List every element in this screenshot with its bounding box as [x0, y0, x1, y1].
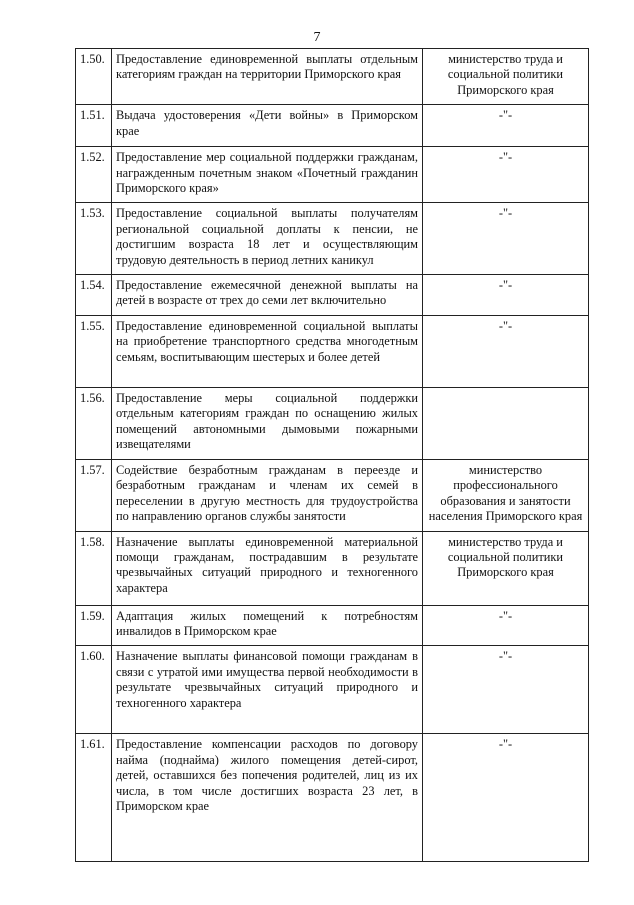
row-number: 1.54.	[76, 275, 112, 316]
row-number: 1.55.	[76, 315, 112, 387]
row-number: 1.58.	[76, 531, 112, 605]
responsible-ministry: -"-	[423, 646, 589, 734]
responsible-ministry: -"-	[423, 605, 589, 646]
responsible-ministry	[423, 387, 589, 459]
row-number: 1.57.	[76, 459, 112, 531]
service-description: Предоставление ежемесячной денежной выплаты на детей в возрасте от трех до семи лет включительно	[112, 275, 423, 316]
row-number: 1.50.	[76, 49, 112, 105]
service-description: Предоставление мер социальной поддержки гражданам, награжденным почетным знаком «Почетный гражданин Приморского края»	[112, 147, 423, 203]
service-description: Предоставление социальной выплаты получателям региональной социальной доплаты к пенсии, не достигшим возраста 18 лет и осуществляющим трудовую деятельность в период летних каникул	[112, 203, 423, 275]
responsible-ministry: -"-	[423, 734, 589, 862]
service-description: Выдача удостоверения «Дети войны» в Приморском крае	[112, 105, 423, 147]
row-number: 1.53.	[76, 203, 112, 275]
table-row	[76, 203, 589, 275]
table-row	[76, 49, 589, 105]
responsible-ministry: -"-	[423, 315, 589, 387]
responsible-ministry: -"-	[423, 275, 589, 316]
row-number: 1.52.	[76, 147, 112, 203]
table-row	[76, 387, 589, 459]
row-number: 1.59.	[76, 605, 112, 646]
responsible-ministry: министерство профессионального образования и занятости населения Приморского края	[423, 459, 589, 531]
service-description: Предоставление единовременной социальной выплаты на приобретение транспортного средства многодетным семьям, воспитывающим шестерых и более детей	[112, 315, 423, 387]
row-number: 1.60.	[76, 646, 112, 734]
service-description: Назначение выплаты финансовой помощи гражданам в связи с утратой ими имущества первой необходимости в результате чрезвычайных ситуаций природного и техногенного характера	[112, 646, 423, 734]
table-row	[76, 734, 589, 862]
responsible-ministry: -"-	[423, 105, 589, 147]
table-row	[76, 315, 589, 387]
service-description: Назначение выплаты единовременной материальной помощи гражданам, пострадавшим в результате чрезвычайных ситуаций природного и техногенного характера	[112, 531, 423, 605]
service-description: Содействие безработным гражданам в переезде и безработным гражданам и членам их семей в переселении в другую местность для трудоустройства по направлению органов службы занятости	[112, 459, 423, 531]
services-table	[75, 48, 589, 862]
row-number: 1.61.	[76, 734, 112, 862]
table-row	[76, 646, 589, 734]
table-row	[76, 105, 589, 147]
service-description: Предоставление компенсации расходов по договору найма (поднайма) жилого помещения детей-сирот, детей, оставшихся без попечения родителей, лиц из их числа, в том числе достигших возраста 23 лет, в Приморском крае	[112, 734, 423, 862]
responsible-ministry: министерство труда и социальной политики Приморского края	[423, 49, 589, 105]
service-description: Адаптация жилых помещений к потребностям инвалидов в Приморском крае	[112, 605, 423, 646]
table-row	[76, 531, 589, 605]
table-row	[76, 605, 589, 646]
row-number: 1.51.	[76, 105, 112, 147]
service-description: Предоставление меры социальной поддержки отдельным категориям граждан по оснащению жилых помещений автономными дымовыми пожарными извещателями	[112, 387, 423, 459]
responsible-ministry: министерство труда и социальной политики Приморского края	[423, 531, 589, 605]
table-row	[76, 459, 589, 531]
row-number: 1.56.	[76, 387, 112, 459]
table-row	[76, 275, 589, 316]
service-description: Предоставление единовременной выплаты отдельным категориям граждан на территории Приморского края	[112, 49, 423, 105]
page-number: 7	[313, 30, 321, 45]
responsible-ministry: -"-	[423, 147, 589, 203]
table-row	[76, 147, 589, 203]
responsible-ministry: -"-	[423, 203, 589, 275]
